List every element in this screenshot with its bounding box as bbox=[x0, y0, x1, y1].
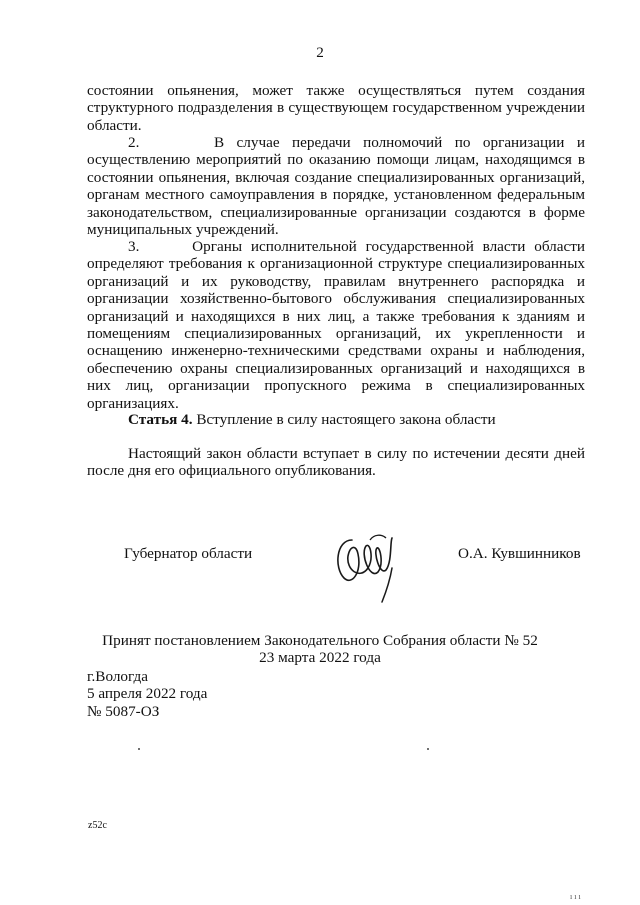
adoption-line-1: Принят постановлением Законодательного Собрания области № 52 bbox=[102, 632, 538, 649]
paragraph-2: 2. В случае передачи полномочий по организации и осуществлению мероприятий по оказанию помощи лицам, находящимся в состоянии опьянения, включая создание специализированных организаций, органам местного самоуправления в порядке, установленном федеральным законодательством, специализированные организации создаются в форме муниципальных учреждений. bbox=[87, 134, 585, 239]
corner-mark: ı ı ı bbox=[570, 892, 581, 901]
scan-dot bbox=[138, 748, 140, 750]
law-number: № 5087-ОЗ bbox=[87, 702, 160, 720]
place-and-date bbox=[87, 668, 207, 720]
paragraph-continuation: состоянии опьянения, может также осуществляться путем создания структурного подразделения в существующем государственном учреждении области. bbox=[87, 82, 585, 134]
article-text: Настоящий закон области вступает в силу по истечении десяти дней после дня его официального опубликования. bbox=[87, 445, 585, 480]
adoption-line-2: 23 марта 2022 года bbox=[259, 649, 381, 667]
article-title: Вступление в силу настоящего закона области bbox=[192, 411, 496, 428]
scan-dot bbox=[427, 748, 429, 750]
signatory-position: Губернатор области bbox=[124, 545, 253, 562]
handwritten-signature bbox=[330, 520, 410, 610]
signatory-name: О.А. Кувшинников bbox=[458, 545, 581, 562]
page-number: 2 bbox=[316, 44, 324, 61]
paragraph-3: 3. Органы исполнительной государственной власти области определяют требования к организационной структуре специализированных организаций и их руководству, правилам внутреннего распорядка и организации хозяйственно-бытового обслуживания специализированных организаций и находящихся в них лиц, а также требования к зданиям и помещениям специализированных организаций, их укрепленности и оснащению инженерно-техническими средствами охраны и наблюдения, обеспечению охраны специализированных организаций и находящихся в них лиц, организации пропускного режима в специализированных организациях. bbox=[87, 238, 585, 412]
document-code: z52c bbox=[88, 820, 107, 831]
city: г.Вологда bbox=[87, 668, 148, 685]
article-heading bbox=[87, 411, 585, 428]
article-label: Статья 4. bbox=[128, 411, 193, 428]
signing-date: 5 апреля 2022 года bbox=[87, 685, 208, 703]
adoption-note bbox=[0, 632, 640, 667]
